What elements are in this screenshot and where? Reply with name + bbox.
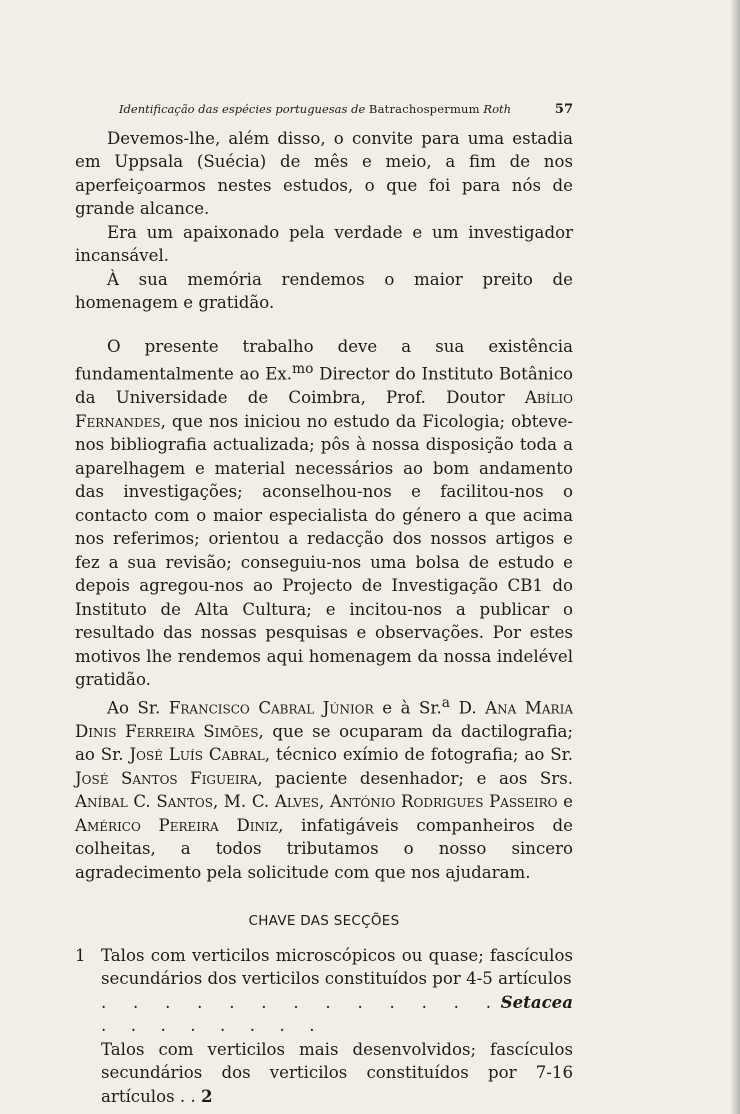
text-run: , que nos iniciou no estudo da Ficologia; obteve-nos bibliografia actualizada; pôs à nossa disposição toda a aparelhagem e material necessários ao bom andamento das investigações; aconselhou-nos e facilitou-nos o contacto com o maior especialista do género a que acima nos referimos; orientou a redacção dos nossos artigos e fez a sua revisão; conseguiu-nos uma bolsa de estudo e depois agregou-nos ao Projecto de Investigação CB1 do Instituto de Alta Cultura; e incitou-nos a publicar o resultado das nossas pesquisas e observações. Por estes motivos lhe rendemos aqui homenagem da nossa indelével gratidão.	[75, 411, 573, 690]
person-name: José Santos Figueira	[75, 768, 258, 788]
key-entry	[75, 1038, 573, 1109]
key-entry-number-blank	[75, 1038, 101, 1109]
person-name: Ana Maria Dinis Ferreira Simões	[75, 698, 573, 741]
running-head-title	[119, 98, 511, 122]
leader-dots: . .	[179, 1086, 196, 1106]
text-run: e	[557, 792, 574, 812]
key-entry	[75, 944, 573, 1038]
text-run: , paciente desenhador; e aos Srs.	[257, 768, 573, 788]
person-name: Francisco Cabral Júnior	[168, 698, 374, 718]
paragraph-acknowledgement-director	[75, 335, 573, 692]
leader-dots: . . . . . . . . . . . . . . . . . . . . .	[101, 992, 501, 1036]
key-entry-text: Talos com verticilos microscópicos ou quase; fascículos secundários dos verticilos constituídos por 4-5 artículos	[101, 945, 573, 989]
text-run: Director do Instituto Botânico da Universidade de Coimbra, Prof. Doutor	[75, 364, 573, 408]
text-run: Ao Sr.	[107, 698, 169, 718]
text-run: D.	[450, 698, 486, 718]
key-result-taxon: Setacea	[500, 991, 573, 1012]
running-head-author: Roth	[483, 102, 512, 116]
page-number: 57	[554, 102, 573, 117]
paragraph: À sua memória rendemos o maior preito de homenagem e gratidão.	[75, 269, 573, 312]
person-name: Abílio Fernandes	[75, 388, 573, 431]
text-run: ,	[319, 792, 330, 812]
running-head-title-text: Identificação das espécies portuguesas de	[119, 102, 366, 116]
paragraph: Devemos-lhe, além disso, o convite para uma estadia em Uppsala (Suécia) de mês e meio, a fim de nos aperfeiçoarmos nestes estudos, o que foi para nós de grande alcance.	[75, 128, 573, 218]
text-run: , infatigáveis companheiros de colheitas, a todos tributamos o nosso sincero agradecimento pela solicitude com que nos ajudaram.	[75, 815, 573, 882]
person-name: Américo Pereira Diniz	[75, 815, 279, 835]
running-head-genus: Batrachospermum	[368, 102, 480, 116]
running-head	[75, 98, 573, 122]
key-entry-body	[101, 1038, 573, 1109]
text-run: ,	[212, 792, 224, 812]
paragraph: Era um apaixonado pela verdade e um investigador incansável.	[75, 222, 573, 265]
person-name: José Luís Cabral	[129, 745, 265, 765]
key-entry-body	[101, 944, 573, 1038]
key-result-couplet: 2	[201, 1085, 213, 1106]
paragraph-gap	[75, 315, 573, 335]
key-entry-text: Talos com verticilos mais desenvolvidos; fascículos secundários dos verticilos constituídos por 7-16 artículos	[101, 1039, 573, 1106]
text-block	[75, 98, 573, 1108]
person-name: António Rodrigues Passeiro	[329, 792, 558, 812]
superscript: a	[441, 694, 451, 711]
superscript: mo	[291, 361, 314, 377]
key-entry-number: 1	[75, 945, 86, 965]
person-name: M. C. Alves	[223, 792, 320, 812]
text-run: , que se ocuparam da dactilografia; ao Sr.	[75, 721, 573, 765]
text-run: , técnico exímio de fotografia; ao Sr.	[264, 745, 573, 765]
text-run: e à Sr.	[373, 698, 442, 718]
text-run: O presente trabalho deve a sua existência fundamentalmente ao Ex.	[75, 336, 573, 384]
key-leader-line	[101, 991, 573, 1038]
paragraph-acknowledgement-staff	[75, 692, 573, 885]
person-name: Aníbal C. Santos	[75, 792, 213, 812]
section-heading: CHAVE DAS SECÇÕES	[248, 913, 400, 930]
